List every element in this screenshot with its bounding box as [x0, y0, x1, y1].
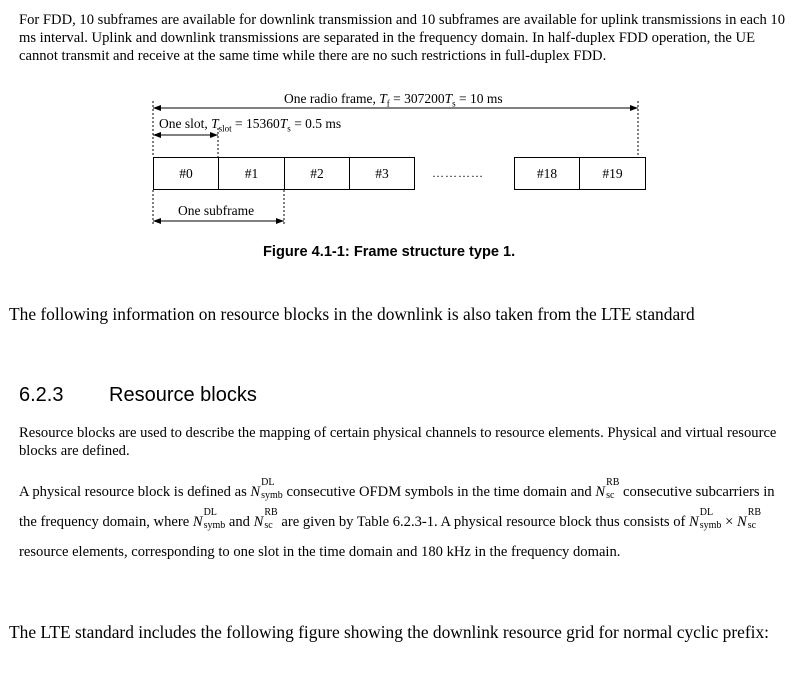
closing-paragraph: The LTE standard includes the following figure showing the downlink resource grid for normal cyclic prefix: [9, 622, 769, 642]
slot-box-3: #3 [349, 157, 415, 190]
section-heading [19, 384, 257, 407]
slot-box-1: #1 [218, 157, 285, 190]
prb-definition-paragraph: A physical resource block is defined as N DL symb consecutive OFDM symbols in the time domain and N RB sc consecutive subcarriers in the frequency domain, where N DL symb and N RB sc are given by Table 6.2.3-1. A physical resource block thus consists of N DL symb × N RB sc resource elements, corresponding to one slot in the time domain and 180 kHz in the frequency domain. [19, 476, 775, 560]
section-number: 6.2.3 [19, 384, 64, 406]
intro-paragraph: For FDD, 10 subframes are available for downlink transmission and 10 subframes are available for uplink transmissions in each 10 ms interval. Uplink and downlink transmissions are separated in the frequency domain. In half-duplex FDD operation, the UE cannot transmit and receive at the same time while there are no such restrictions in full-duplex FDD. [19, 12, 785, 64]
slot-box-19: #19 [579, 157, 646, 190]
slot-label: One slot, $T_{slot} = 15360T_s = 0.5$ ms [159, 116, 342, 134]
frame-structure-figure [0, 0, 798, 270]
subframe-label: One subframe [178, 203, 255, 218]
slot-box-0: #0 [153, 157, 219, 190]
section-title: Resource blocks [109, 384, 257, 406]
frame-structure-lines [0, 0, 798, 240]
slot-ellipsis: ………… [432, 166, 484, 180]
slot-box-2: #2 [284, 157, 350, 190]
info-paragraph: The following information on resource blocks in the downlink is also taken from the LTE standard [9, 304, 695, 324]
slot-box-18: #18 [514, 157, 580, 190]
figure-caption: Figure 4.1-1: Frame structure type 1. [263, 244, 516, 260]
resource-blocks-paragraph: Resource blocks are used to describe the mapping of certain physical channels to resource elements. Physical and virtual resource blocks are defined. [19, 425, 777, 459]
radio-frame-label: One radio frame, $T_f = 307200T_s = 10$ ms [284, 91, 503, 109]
